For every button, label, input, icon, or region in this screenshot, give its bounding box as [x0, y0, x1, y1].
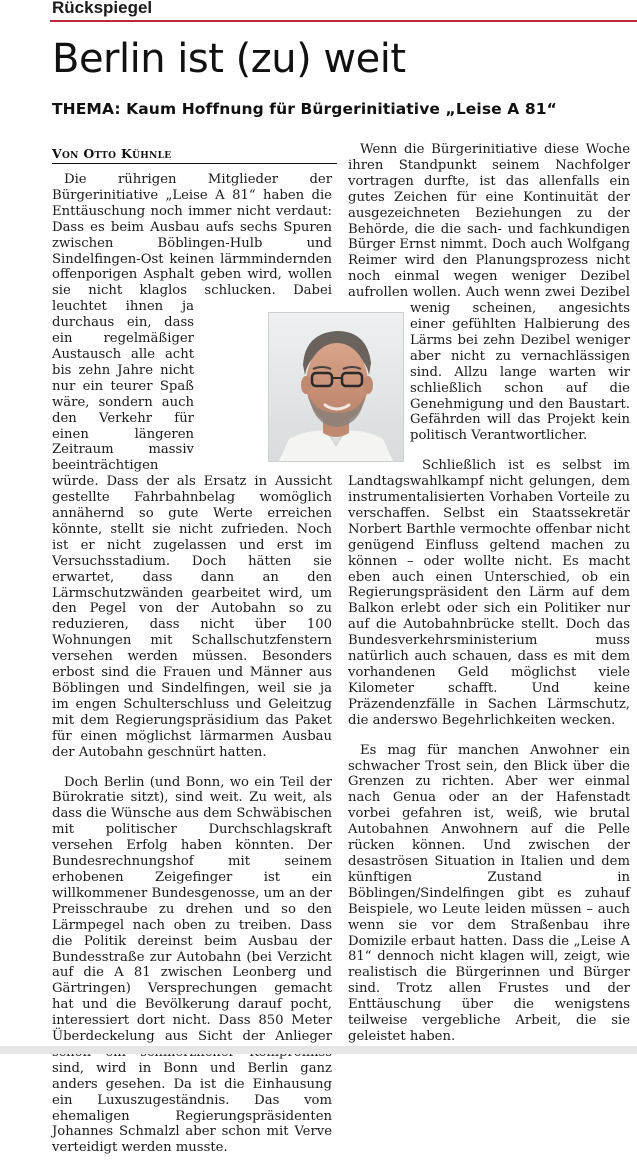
- article-headline: Berlin ist (zu) weit: [52, 36, 406, 82]
- paragraph: Es mag für manchen Anwohner ein schwacher Trost sein, den Blick über die Grenzen zu richten. Aber wer einmal nach Genua oder an der Hafenstadt vorbei gefahren ist, weiß, wie brutal Autobahnen Anwohnern auf die Pelle rücken können. Und zwischen der desaströsen Situation in Italien und dem künftigen Zustand in Böblingen/Sindelfingen gibt es zuhauf Beispiele, wo Leute leiden müssen – auch wenn sie vor dem Straßenbau ihre Domizile erbaut hatten. Dass die „Leise A 81“ dennoch nicht klagen will, zeigt, wie realistisch die Bürgerinnen und Bürger sind. Trotz allen Frustes und der Enttäuschung über die wenigstens teilweise vergebliche Arbeit, die sie geleistet haben.: [348, 742, 630, 1044]
- paragraph: Schließlich ist es selbst im Landtagswahlkampf nicht gelungen, dem instrumentalisierten Vorhaben Vorteile zu verschaffen. Selbst ein Staatssekretär Norbert Barthle vermochte offenbar nicht genügend Einfluss geltend machen zu können – oder wollte nicht. Es macht eben auch einen Unterschied, ob ein Regierungspräsident den Lärm auf dem Balkon erlebt oder sich ein Politiker nur auf die Autobahnbrücke stellt. Doch das Bundesverkehrsministerium muss natürlich auch schauen, dass es mit dem vorhandenen Geld möglichst viele Kilometer schafft. Und keine Präzendenzfälle in Sachen Lärmschutz, die anderswo Begehrlichkeiten wecken.: [348, 458, 630, 728]
- portrait-photo-icon: [269, 313, 403, 461]
- paragraph: Wenn die Bürgerinitiative diese Woche ihren Standpunkt seinem Nachfolger vortragen durfte, ist das allenfalls ein gutes Zeichen für eine Kontinuität der ausgezeichneten Beziehungen zu der Behörde, die die sach- und fachkundigen Bürger Ernst nimmt. Doch auch Wolfgang Reimer wird den Planungsprozess nicht noch einmal wegen weniger Dezibel aufrollen wollen. Auch wenn zwei Dezibel wenig scheinen, angesichts einer gefühlten Halbierung des Lärms bei zehn Dezibel weniger aber nicht zu vernachlässigen sind. Allzu lange warten wir schließlich schon auf die Genehmigung und den Baustart. Gefährden will das Projekt kein politisch Verantwortlicher.: [348, 142, 630, 444]
- author-portrait-photo: [268, 312, 404, 462]
- article-subhead: THEMA: Kaum Hoffnung für Bürgerinitiative „Leise A 81“: [52, 100, 557, 118]
- section-rubric: Rückspiegel: [52, 0, 153, 17]
- article-byline: Von Otto Kühnle: [52, 146, 337, 164]
- article-column-right: [348, 142, 630, 1059]
- page-bottom-strip: [0, 1046, 637, 1054]
- paragraph: Die rührigen Mitglieder der Bürgerinitiative „Leise A 81“ haben die Enttäuschung noch immer nicht verdaut: Dass es beim Ausbau aufs sechs Spuren zwischen Böblingen-Hulb und Sindelfingen-Ost keinen lärmmindernden offenporigen Asphalt geben wird, wollen sie nicht klaglos schlucken. Dabei leuchtet ihnen ja durchaus ein, dass ein regelmäßiger Austausch alle acht bis zehn Jahre nicht nur ein teurer Spaß wäre, sondern auch den Verkehr für einen längeren Zeitraum massiv beeinträchtigen würde. Dass der als Ersatz in Aussicht gestellte Fahrbahnbelag womöglich annähernd so gute Werte erreichen könnte, stellt sie nicht zufrieden. Noch ist er nicht zugelassen und erst im Versuchsstadium. Doch hätten sie erwartet, dass dann an den Lärmschutzwänden gearbeitet wird, um den Pegel von der Autobahn so zu reduzieren, dass nicht über 100 Wohnungen mit Schallschutzfenstern versehen werden müssen. Besonders erbost sind die Frauen und Männer aus Böblingen und Sindelfingen, weil sie ja im engen Schulterschluss und Geleitzug mit dem Regierungspräsidium das Paket für einen möglichst lärmarmen Ausbau der Autobahn geschnürt hatten.: [52, 172, 332, 760]
- paragraph: Doch Berlin (und Bonn, wo ein Teil der Bürokratie sitzt), sind weit. Zu weit, als dass die Wünsche aus dem Schwäbischen mit politischer Durchschlagskraft versehen Erfolg haben könnten. Der Bundesrechnungshof mit seinem erhobenen Zeigefinger ist ein willkommener Bundesgenosse, um an der Preisschraube zu drehen und so den Lärmpegel nach oben zu treiben. Dass die Politik dereinst beim Ausbau der Bundesstraße zur Autobahn (bei Verzicht auf die A 81 zwischen Leonberg und Gärtringen) Versprechungen gemacht hat und die Bevölkerung darauf pocht, interessiert dort nicht. Dass 850 Meter Überdeckelung aus Sicht der Anlieger sind, wird in Bonn und Berlin ganz anders gesehen. Da ist die Einhausung ein Luxuszugeständnis. Das vom ehemaligen Regierungspräsidenten Johannes Schmalzl aber schon mit Verve verteidigt werden musste.: [52, 774, 332, 1156]
